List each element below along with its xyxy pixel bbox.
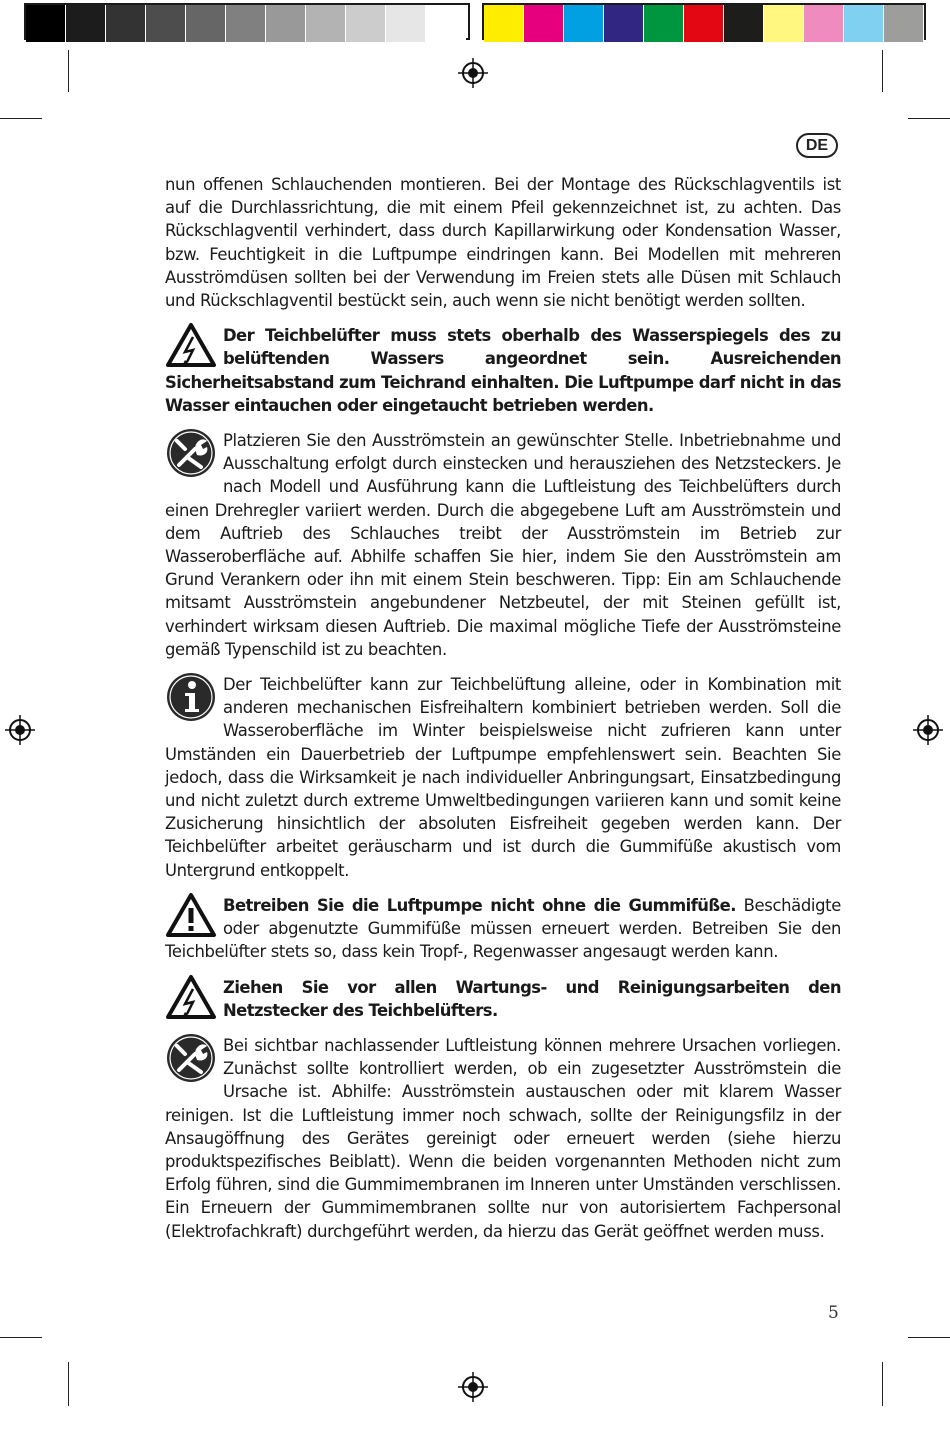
color-swatch xyxy=(804,5,844,42)
color-swatch xyxy=(724,5,764,42)
color-swatch xyxy=(346,5,386,42)
registration-mark-icon xyxy=(458,58,488,88)
color-swatch xyxy=(604,5,644,42)
paragraph-installation: nun offenen Schlauchenden montieren. Bei der Montage des Rückschlagventils ist auf die Durchlassrichtung, die mit einem Pfeil gekennzeichnet ist, zu achten. Das Rückschlagventil verhindert, dass durch Kapillarwirkung oder Kondensation Wasser, bzw. Feuchtigkeit in die Luftpumpe eindringen kann. Bei Modellen mit mehreren Ausströmdüsen sollten bei der Verwendung im Freien stets alle Düsen mit Schlauch und Rückschlagventil bestückt sein, auch wenn sie nicht benötigt werden sollten. xyxy=(165,175,841,311)
color-swatch xyxy=(524,5,564,42)
color-swatch xyxy=(306,5,346,42)
electric-warning-icon xyxy=(165,322,217,368)
color-swatch xyxy=(764,5,804,42)
paragraph-placement-warning: Der Teichbelüfter muss stets oberhalb des Wasserspiegels des zu belüftenden Wassers angeordnet sein. Ausreichenden Sicherheitsabstand zum Teichrand einhalten. Die Luftpumpe darf nicht in das Wasser eintauchen oder eingetaucht betrieben werden. xyxy=(165,324,841,417)
tools-icon xyxy=(165,1032,217,1084)
page-number: 5 xyxy=(828,1303,839,1323)
crop-mark xyxy=(68,1362,69,1406)
color-swatch xyxy=(186,5,226,42)
manual-text xyxy=(165,173,841,1255)
crop-mark xyxy=(908,118,950,119)
color-swatch xyxy=(26,5,66,42)
language-badge: DE xyxy=(796,133,838,158)
color-swatch xyxy=(386,5,426,42)
color-swatch xyxy=(266,5,306,42)
crop-mark xyxy=(68,50,69,92)
color-calibration-bar xyxy=(482,3,926,40)
crop-mark xyxy=(908,1337,950,1338)
color-swatch xyxy=(564,5,604,42)
color-swatch xyxy=(844,5,884,42)
color-swatch xyxy=(884,5,924,42)
color-swatch xyxy=(684,5,724,42)
color-swatch xyxy=(426,5,466,42)
warning-exclamation-icon xyxy=(165,892,217,938)
registration-mark-icon xyxy=(458,1372,488,1402)
crop-mark xyxy=(882,50,883,92)
paragraph-maintenance: Bei sichtbar nachlassender Luftleistung können mehrere Ursachen vorliegen. Zunächst sollte kontrolliert werden, ob ein zugesetzter Ausströmstein die Ursache ist. Abhilfe: Ausströmstein austauschen oder mit klarem Wasser reinigen. Ist die Luftleistung immer noch schwach, sollte der Reinigungsfilz in der Ansaugöffnung des Gerätes gereinigt oder erneuert werden (siehe hierzu produktspezifisches Beiblatt). Wenn die beiden vorgenannten Methoden nicht zum Erfolg führen, sind die Gummimembranen im Inneren unter Umständen verschlissen. Ein Erneuern der Gummimembranen sollte nur von autorisiertem Fachpersonal (Elektrofachkraft) durchgeführt werden, da hierzu das Gerät geöffnet werden muss. xyxy=(165,1034,841,1243)
color-swatch xyxy=(484,5,524,42)
paragraph-unplug-warning: Ziehen Sie vor allen Wartungs- und Reinigungsarbeiten den Netzstecker des Teichbelüfters. xyxy=(165,976,841,1022)
tools-icon xyxy=(165,427,217,479)
paragraph-operation: Platzieren Sie den Ausströmstein an gewünschter Stelle. Inbetriebnahme und Ausschaltung erfolgt durch einstecken und herausziehen des Netzsteckers. Je nach Modell und Ausführung kann die Luftleistung des Teichbelüfters durch einen Drehregler variiert werden. Durch die abgegebene Luft am Ausströmstein und dem Auftrieb des Schlauches treibt der Ausströmstein im Betrieb zur Wasseroberfläche auf. Abhilfe schaffen Sie hier, indem Sie den Ausströmstein am Grund Verankern oder ihn mit einem Stein beschweren. Tipp: Ein am Schlauchende mitsamt Ausströmstein angebundener Netzbeutel, der mit Steinen gefüllt ist, verhindert wirksam diesen Auftrieb. Die maximal mögliche Tiefe der Ausströmsteine gemäß Typenschild ist zu beachten. xyxy=(165,429,841,661)
crop-mark xyxy=(882,1362,883,1406)
registration-mark-icon xyxy=(5,715,35,745)
paragraph-winter-info: Der Teichbelüfter kann zur Teichbelüftung alleine, oder in Kombination mit anderen mechanischen Eisfreihaltern kombiniert betrieben werden. Soll die Wasseroberfläche im Winter beispielsweise nicht zufrieren kann unter Umständen ein Dauerbetrieb der Luftpumpe empfehlenswert sein. Beachten Sie jedoch, dass die Wirksamkeit je nach individueller Anbringungsart, Einsatzbedingung und nicht zuletzt durch extreme Umweltbedingungen variieren kann und somit keine Zusicherung hinsichtlich der absoluten Eisfreiheit gegeben werden kann. Der Teichbelüfter arbeitet geräuscharm und ist durch die Gummifüße akustisch vom Untergrund entkoppelt. xyxy=(165,673,841,882)
color-swatch xyxy=(146,5,186,42)
paragraph-rubber-feet: Betreiben Sie die Luftpumpe nicht ohne die Gummifüße. Beschädigte oder abgenutzte Gummifüße müssen erneuert werden. Betreiben Sie den Teichbelüfter stets so, dass kein Tropf-, Regenwasser angesaugt werden kann. xyxy=(165,894,841,964)
info-icon xyxy=(165,671,217,723)
electric-warning-icon xyxy=(165,974,217,1020)
grayscale-calibration-bar xyxy=(24,3,470,40)
crop-mark xyxy=(0,1337,42,1338)
registration-mark-icon xyxy=(913,715,943,745)
color-swatch xyxy=(644,5,684,42)
color-swatch xyxy=(226,5,266,42)
color-swatch xyxy=(66,5,106,42)
crop-mark xyxy=(0,118,42,119)
color-swatch xyxy=(106,5,146,42)
